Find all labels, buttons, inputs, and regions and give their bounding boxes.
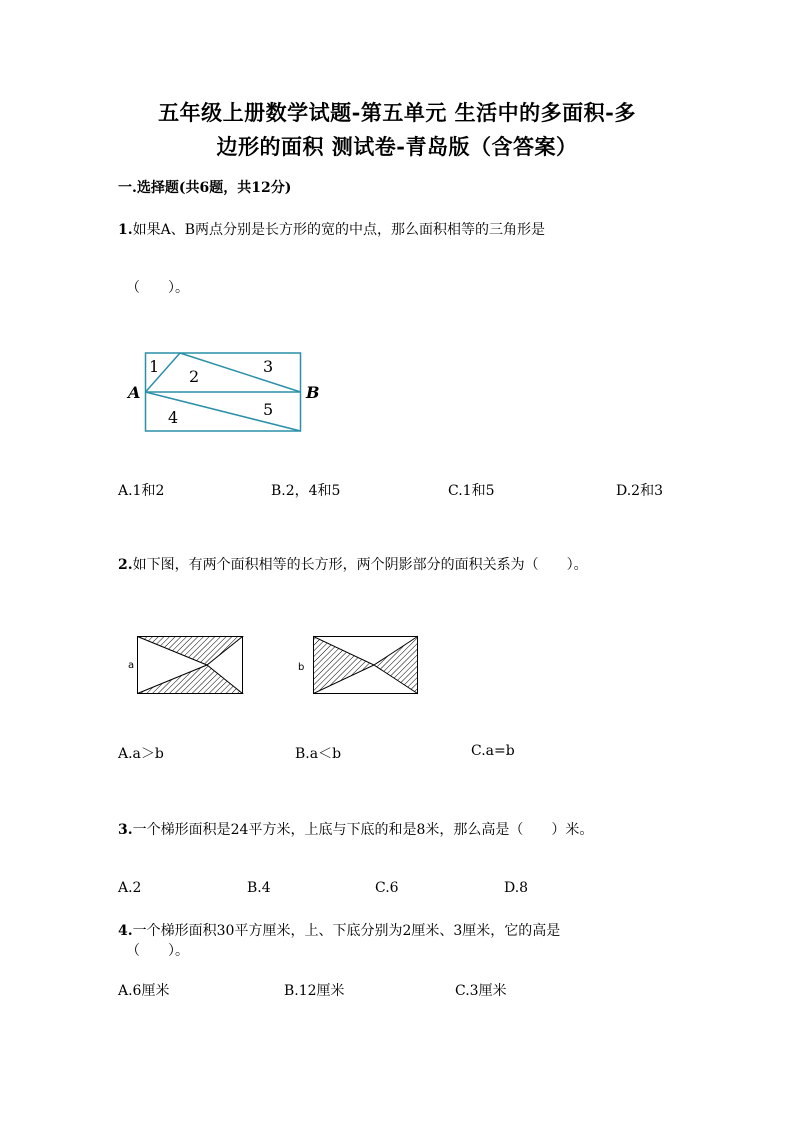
page-title-line-1: 五年级上册数学试题-第五单元 生活中的多面积-多	[158, 100, 636, 125]
question-4-text: 一个梯形面积30平方厘米，上、下底分别为2厘米、3厘米，它的高是	[132, 923, 561, 939]
q3-option-a[interactable]: A.2	[118, 880, 142, 896]
q3-option-d[interactable]: D.8	[504, 880, 529, 896]
question-1-number: 1.	[118, 222, 133, 238]
q1-option-a[interactable]: A.1和2	[118, 483, 165, 499]
q1-region-3-label: 3	[263, 357, 274, 376]
q1-region-5-label: 5	[263, 400, 274, 419]
question-3	[118, 819, 593, 839]
q1-region-4-label: 4	[168, 408, 179, 427]
question-1-figure	[125, 347, 325, 437]
q1-point-b-label: B	[306, 383, 320, 402]
q4-option-a[interactable]: A.6厘米	[118, 983, 170, 999]
q2-option-c[interactable]: C.a=b	[471, 743, 515, 759]
page-title-line-2: 边形的面积 测试卷-青岛版（含答案）	[216, 134, 578, 159]
question-2-figure	[125, 630, 445, 700]
question-1	[118, 219, 545, 239]
question-2	[118, 554, 588, 574]
q2-option-a[interactable]: A.a＞b	[118, 746, 164, 762]
q3-option-b[interactable]: B.4	[247, 880, 271, 896]
question-1-text: 如果A、B两点分别是长方形的宽的中点，那么面积相等的三角形是	[132, 222, 546, 238]
q2-rectangle-b	[314, 637, 418, 694]
question-3-text: 一个梯形面积是24平方米，上底与下底的和是8米，那么高是（ ）米。	[132, 822, 594, 838]
question-2-number: 2.	[118, 557, 133, 573]
q1-option-d[interactable]: D.2和3	[616, 483, 663, 499]
question-4-blank: （ ）。	[126, 943, 189, 959]
question-4	[118, 920, 560, 940]
q2-label-b: b	[298, 662, 305, 673]
q1-option-b[interactable]: B.2，4和5	[271, 483, 341, 499]
q4-option-b[interactable]: B.12厘米	[284, 983, 345, 999]
question-2-text: 如下图，有两个面积相等的长方形，两个阴影部分的面积关系为（ ）。	[132, 557, 588, 573]
q1-point-a-label: A	[128, 383, 141, 402]
q2-label-a: a	[128, 660, 135, 671]
q1-region-1-label: 1	[149, 357, 160, 376]
q1-region-2-label: 2	[189, 367, 200, 386]
question-3-number: 3.	[118, 822, 133, 838]
section-heading: 一.选择题(共6题，共12分)	[118, 180, 292, 196]
question-4-number: 4.	[118, 923, 133, 939]
q4-option-c[interactable]: C.3厘米	[455, 983, 507, 999]
q3-option-c[interactable]: C.6	[375, 880, 399, 896]
q1-option-c[interactable]: C.1和5	[448, 483, 495, 499]
question-1-blank: （ ）。	[126, 280, 189, 296]
q2-rectangle-a	[138, 637, 243, 694]
q2-option-b[interactable]: B.a＜b	[295, 746, 342, 762]
